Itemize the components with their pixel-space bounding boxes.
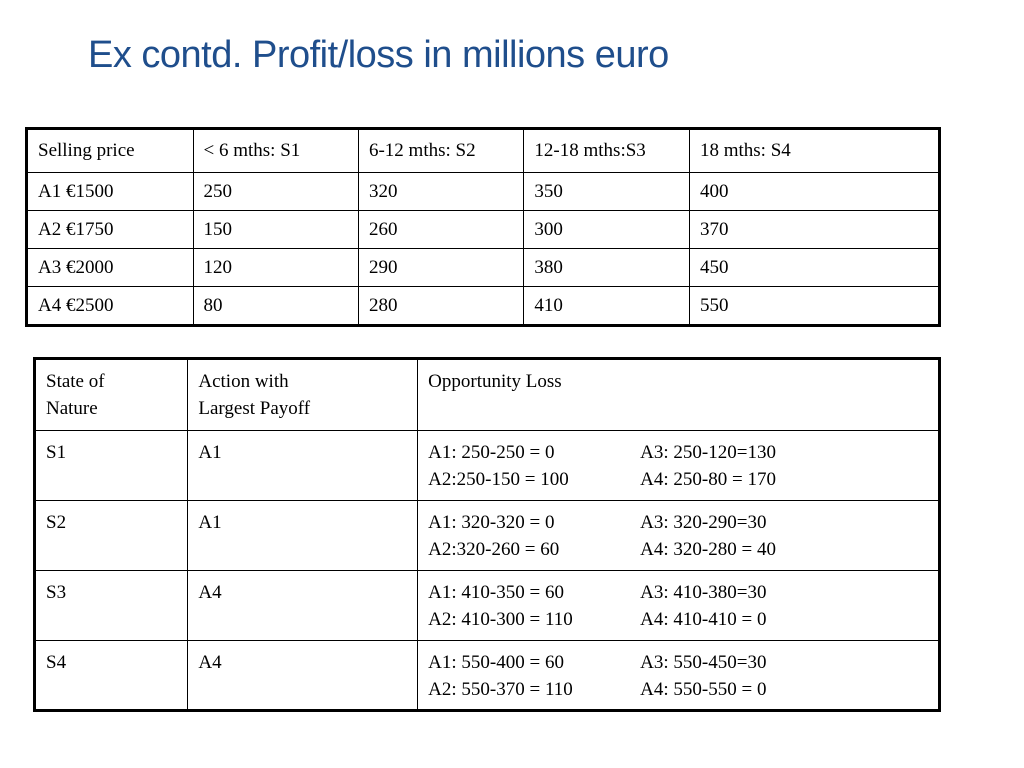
table-cell: 120 <box>193 249 358 287</box>
table-cell: 370 <box>689 211 939 249</box>
action-cell: A4 <box>188 571 418 641</box>
table-cell: 350 <box>524 173 690 211</box>
table-cell: A3 €2000 <box>27 249 194 287</box>
action-cell: A1 <box>188 501 418 571</box>
header-line: Action with <box>198 371 289 392</box>
loss-item: A4: 550-550 = 0 <box>640 679 767 700</box>
loss-item: A2:320-260 = 60 <box>428 539 560 560</box>
table-row <box>27 287 940 326</box>
table-row <box>35 571 940 641</box>
table-row <box>27 173 940 211</box>
loss-item: A3: 550-450=30 <box>640 652 767 673</box>
loss-item: A1: 250-250 = 0 <box>428 442 555 463</box>
loss-cell <box>418 641 940 711</box>
table-cell: 290 <box>358 249 523 287</box>
payoff-table <box>25 127 941 327</box>
header-cell: 6-12 mths: S2 <box>358 129 523 173</box>
table-cell: 280 <box>358 287 523 326</box>
table-cell: 150 <box>193 211 358 249</box>
header-cell-action <box>188 359 418 431</box>
table-cell: 380 <box>524 249 690 287</box>
table-cell: 320 <box>358 173 523 211</box>
state-cell: S1 <box>35 431 188 501</box>
header-cell: Selling price <box>27 129 194 173</box>
loss-item: A3: 320-290=30 <box>640 512 767 533</box>
loss-item: A2: 550-370 = 110 <box>428 679 573 700</box>
loss-item: A1: 320-320 = 0 <box>428 512 555 533</box>
table-cell: 300 <box>524 211 690 249</box>
slide-title: Ex contd. Profit/loss in millions euro <box>88 34 669 76</box>
loss-item: A4: 320-280 = 40 <box>640 539 776 560</box>
opportunity-loss-table <box>33 357 941 712</box>
table-cell: 400 <box>689 173 939 211</box>
payoff-header-row <box>27 129 940 173</box>
table-cell: A1 €1500 <box>27 173 194 211</box>
header-cell-state <box>35 359 188 431</box>
state-cell: S2 <box>35 501 188 571</box>
action-cell: A4 <box>188 641 418 711</box>
state-cell: S4 <box>35 641 188 711</box>
loss-cell <box>418 571 940 641</box>
header-cell: 18 mths: S4 <box>689 129 939 173</box>
loss-item: A2: 410-300 = 110 <box>428 609 573 630</box>
loss-item: A4: 410-410 = 0 <box>640 609 767 630</box>
header-cell-loss: Opportunity Loss <box>418 359 940 431</box>
table-cell: 410 <box>524 287 690 326</box>
loss-cell <box>418 431 940 501</box>
table-cell: A4 €2500 <box>27 287 194 326</box>
loss-item: A2:250-150 = 100 <box>428 469 569 490</box>
loss-cell <box>418 501 940 571</box>
action-cell: A1 <box>188 431 418 501</box>
table-cell: 550 <box>689 287 939 326</box>
table-cell: A2 €1750 <box>27 211 194 249</box>
header-line: Nature <box>46 398 98 419</box>
loss-item: A4: 250-80 = 170 <box>640 469 776 490</box>
loss-item: A3: 410-380=30 <box>640 582 767 603</box>
loss-item: A1: 410-350 = 60 <box>428 582 564 603</box>
table-cell: 80 <box>193 287 358 326</box>
header-cell: < 6 mths: S1 <box>193 129 358 173</box>
table-cell: 250 <box>193 173 358 211</box>
table-cell: 450 <box>689 249 939 287</box>
loss-header-row <box>35 359 940 431</box>
table-row <box>35 641 940 711</box>
header-line: State of <box>46 371 105 392</box>
header-cell: 12-18 mths:S3 <box>524 129 690 173</box>
table-row <box>27 249 940 287</box>
table-cell: 260 <box>358 211 523 249</box>
table-row <box>35 501 940 571</box>
header-line: Largest Payoff <box>198 398 311 419</box>
loss-item: A1: 550-400 = 60 <box>428 652 564 673</box>
state-cell: S3 <box>35 571 188 641</box>
table-row <box>27 211 940 249</box>
loss-item: A3: 250-120=130 <box>640 442 776 463</box>
table-row <box>35 431 940 501</box>
